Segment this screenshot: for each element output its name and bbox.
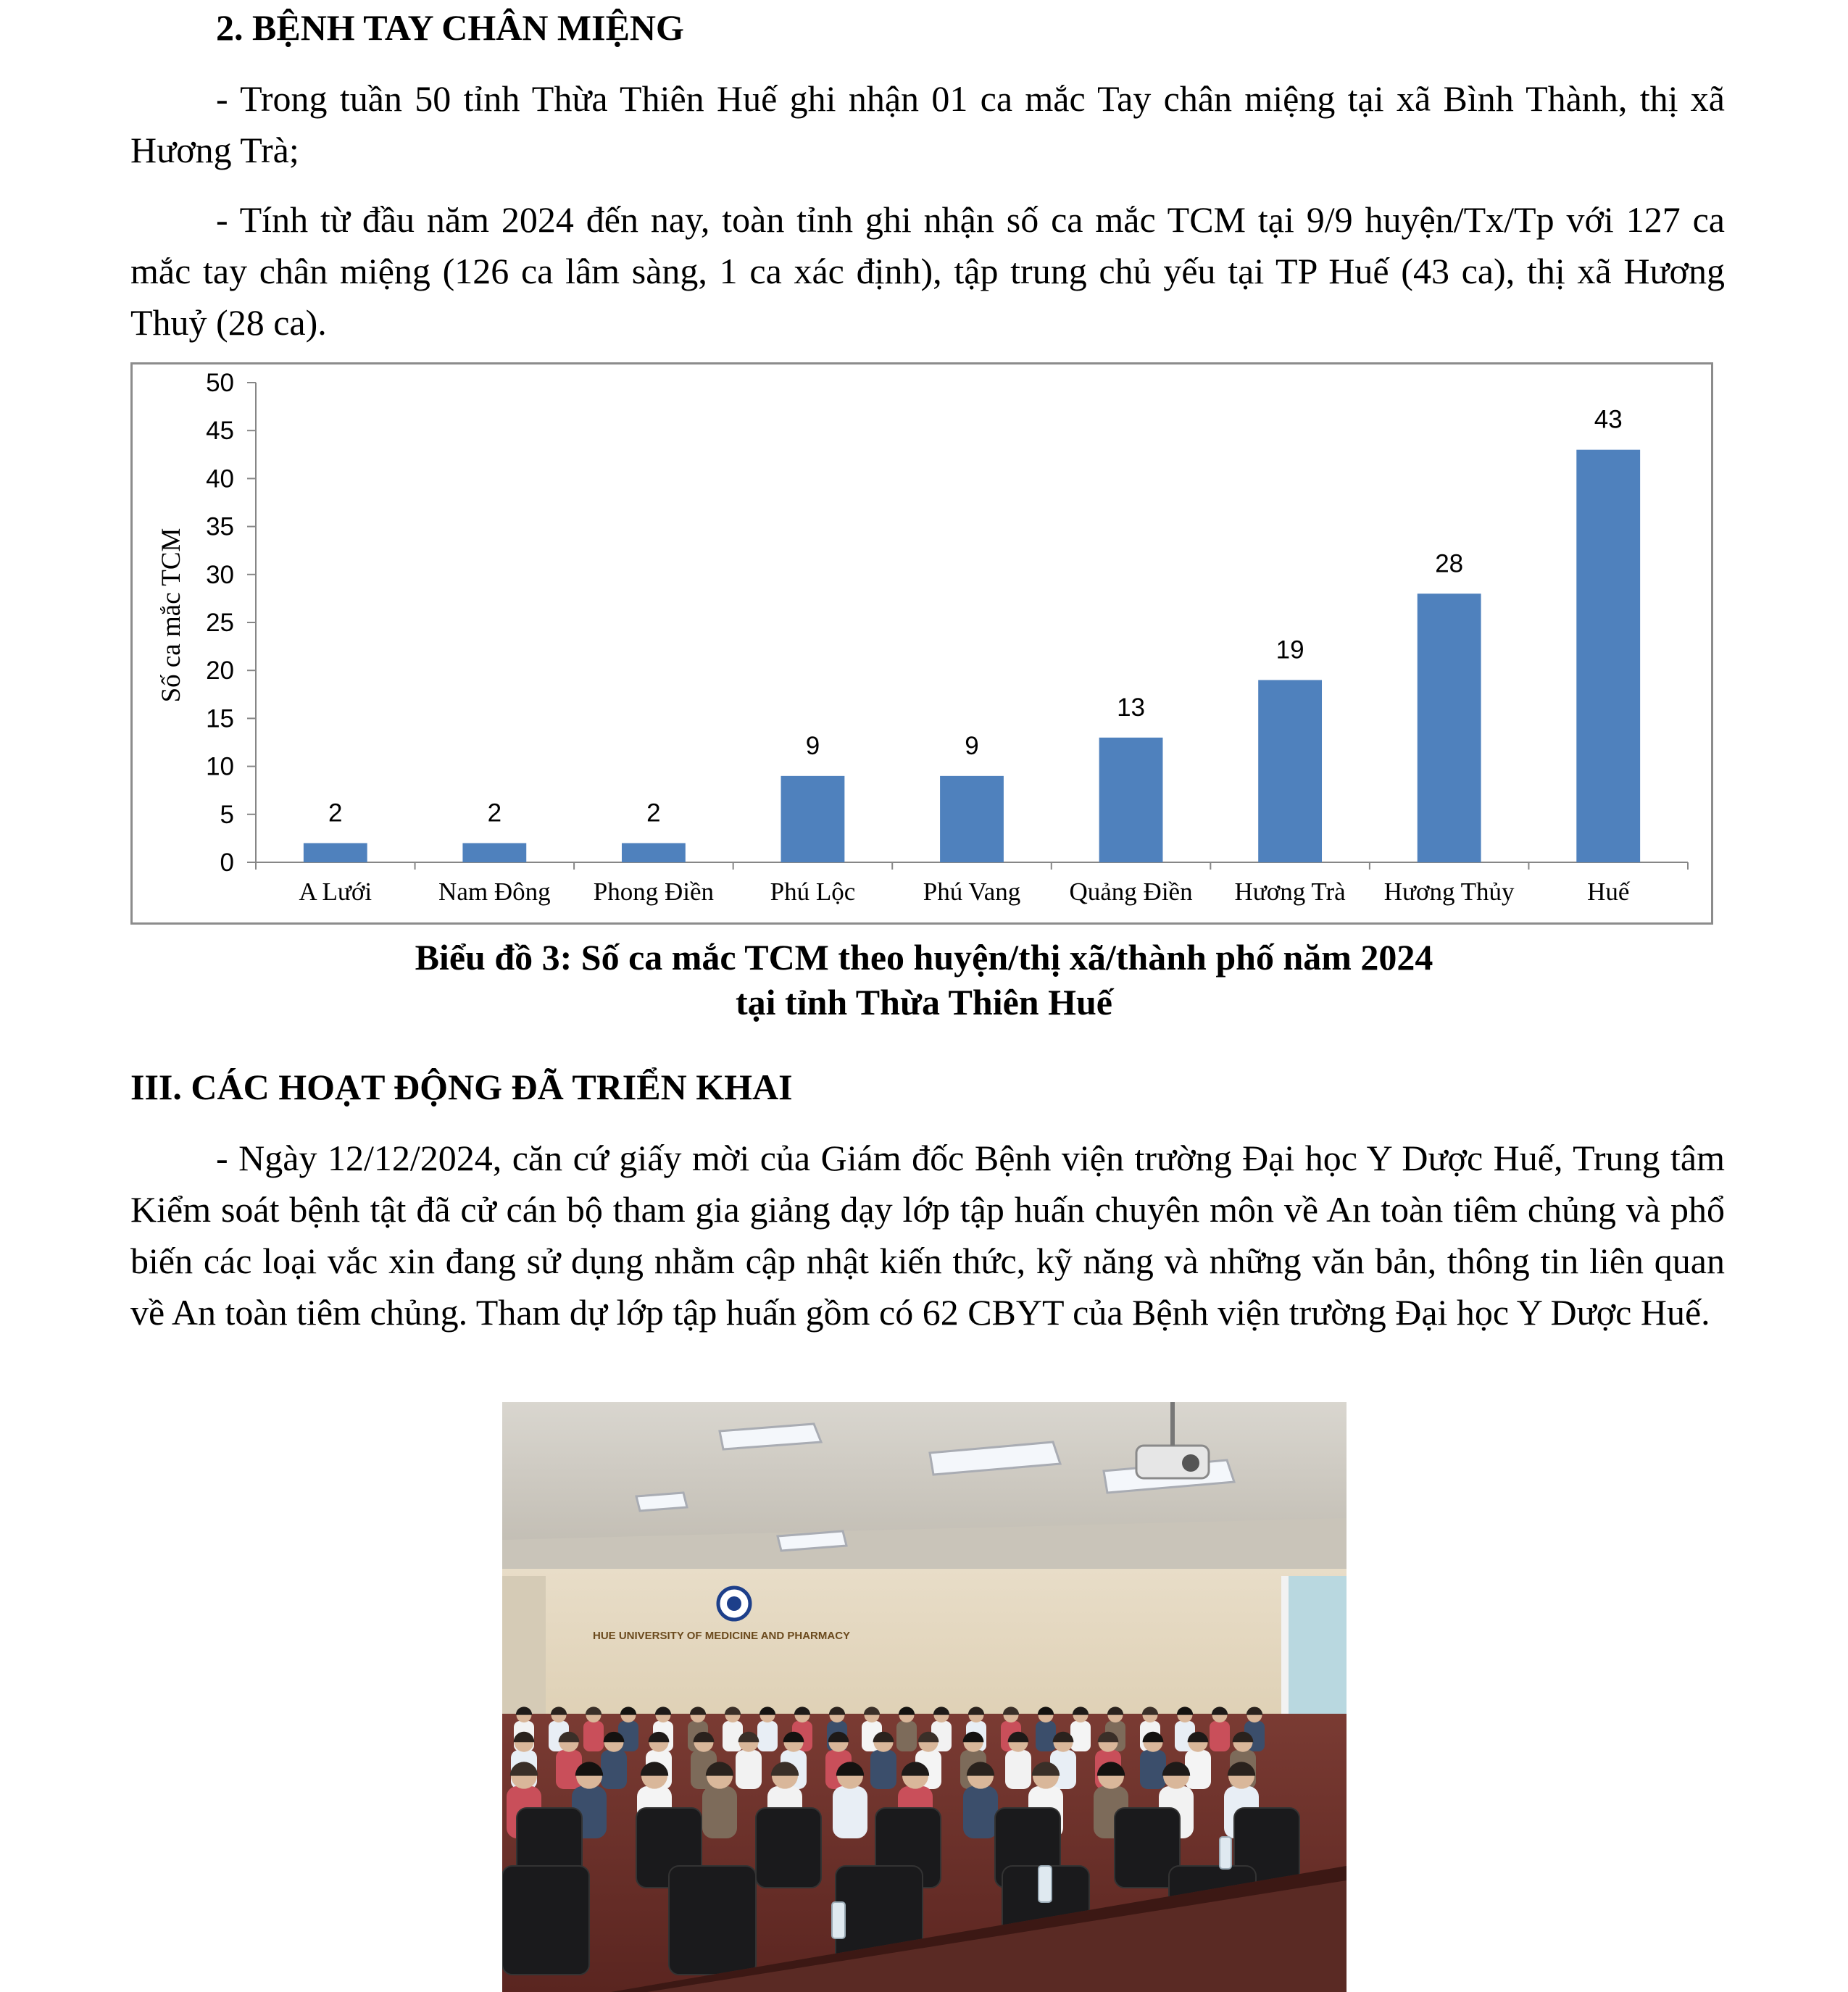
x-tick-label: Huế [1587,878,1630,906]
training-class-photo-illustration [502,1402,1347,1992]
attendee-body [896,1721,917,1751]
y-tick-label: 45 [206,417,234,446]
y-tick-label: 35 [206,512,234,541]
paragraph-training-activity: - Ngày 12/12/2024, căn cứ giấy mời của Giám đốc Bệnh viện trường Đại học Y Dược Huế, Trung tâm Kiểm soát bệnh tật đã cử cán bộ tham gia giảng dạy lớp tập huấn chuyên môn về An toàn tiêm chủng và phổ biến các loại vắc xin đang sử dụng nhằm cập nhật kiến thức, kỹ năng và những văn bản, thông tin liên quan về An toàn tiêm chủng. Tham dự lớp tập huấn gồm có 62 CBYT của Bệnh viện trường Đại học Y Dược Huế. [130,1138,1725,1333]
attendee-body [1005,1750,1031,1789]
attendee-body [1036,1721,1056,1751]
y-tick-label: 30 [206,560,234,589]
bar-data-label: 9 [805,731,820,760]
x-tick-label: A Lưới [299,878,372,906]
chart-caption-line1: Biểu đồ 3: Số ca mắc TCM theo huyện/thị xã/thành phố năm 2024 [415,937,1433,978]
attendee-body [736,1750,762,1789]
x-tick-label: Phú Lộc [770,878,856,906]
y-tick-label: 0 [220,849,234,877]
bar-data-label: 9 [965,731,979,760]
y-tick-label: 25 [206,609,234,637]
bar-data-label: 2 [646,799,661,828]
paragraph-week-50: - Trong tuần 50 tỉnh Thừa Thiên Huế ghi nhận 01 ca mắc Tay chân miệng tại xã Bình Thành, thị xã Hương Trà; [130,78,1725,170]
section-heading-hand-foot-mouth: 2. BỆNH TAY CHÂN MIỆNG [216,7,684,48]
attendee-body [583,1721,604,1751]
bar [622,843,686,862]
y-tick-label: 15 [206,704,234,733]
attendee-body [702,1786,737,1838]
training-class-photo [502,1402,1347,1992]
chair-back [669,1866,756,1975]
x-tick-label: Hương Thủy [1383,878,1515,906]
bar [1576,450,1640,862]
x-tick-label: Quảng Điền [1069,878,1193,906]
y-tick-label: 20 [206,657,234,685]
x-tick-label: Hương Trà [1234,878,1346,906]
attendee-body [1185,1750,1211,1789]
bar [1099,738,1163,862]
attendee-body [1070,1721,1091,1751]
y-tick-label: 50 [206,369,234,397]
bar-data-label: 2 [487,799,502,828]
chart-caption-line2: tại tỉnh Thừa Thiên Huế [736,982,1112,1022]
bar-chart [130,362,1713,925]
bar [940,776,1004,862]
bar [304,843,367,862]
photo-banner-text: HUE UNIVERSITY OF MEDICINE AND PHARMACY [593,1630,851,1642]
bar [462,843,526,862]
bar [781,776,845,862]
paragraph-year-summary: - Tính từ đầu năm 2024 đến nay, toàn tỉnh ghi nhận số ca mắc TCM tại 9/9 huyện/Tx/Tp với 127 ca mắc tay chân miệng (126 ca lâm sàng, 1 ca xác định), tập trung chủ yếu tại TP Huế (43 ca), thị xã Hương Thuỷ (28 ca). [130,199,1725,343]
attendee-body [1140,1750,1166,1789]
y-tick-label: 40 [206,464,234,493]
attendee-body [757,1721,778,1751]
y-tick-label: 5 [220,800,234,829]
attendee-body [963,1786,998,1838]
attendee-body [1210,1721,1230,1751]
y-axis-title: Số ca mắc TCM [157,528,186,703]
y-tick-label: 10 [206,752,234,781]
attendee-body [723,1721,743,1751]
chair-back [502,1866,589,1975]
x-tick-label: Nam Đông [438,878,551,906]
bar [1258,680,1322,862]
bar-data-label: 28 [1435,549,1464,578]
section-heading-activities: III. CÁC HOẠT ĐỘNG ĐÃ TRIỂN KHAI [130,1067,793,1107]
bar-chart-svg [133,364,1711,922]
bar-data-label: 19 [1275,635,1304,664]
chair-back [756,1808,821,1888]
x-tick-label: Phong Điền [593,878,715,906]
bar-data-label: 2 [328,799,343,828]
attendee-body [601,1750,627,1789]
x-tick-label: Phú Vang [923,878,1021,906]
attendee-body [833,1786,867,1838]
bar-data-label: 43 [1594,405,1623,434]
bar-data-label: 13 [1117,693,1146,722]
attendee-body [870,1750,896,1789]
bar [1418,593,1481,862]
